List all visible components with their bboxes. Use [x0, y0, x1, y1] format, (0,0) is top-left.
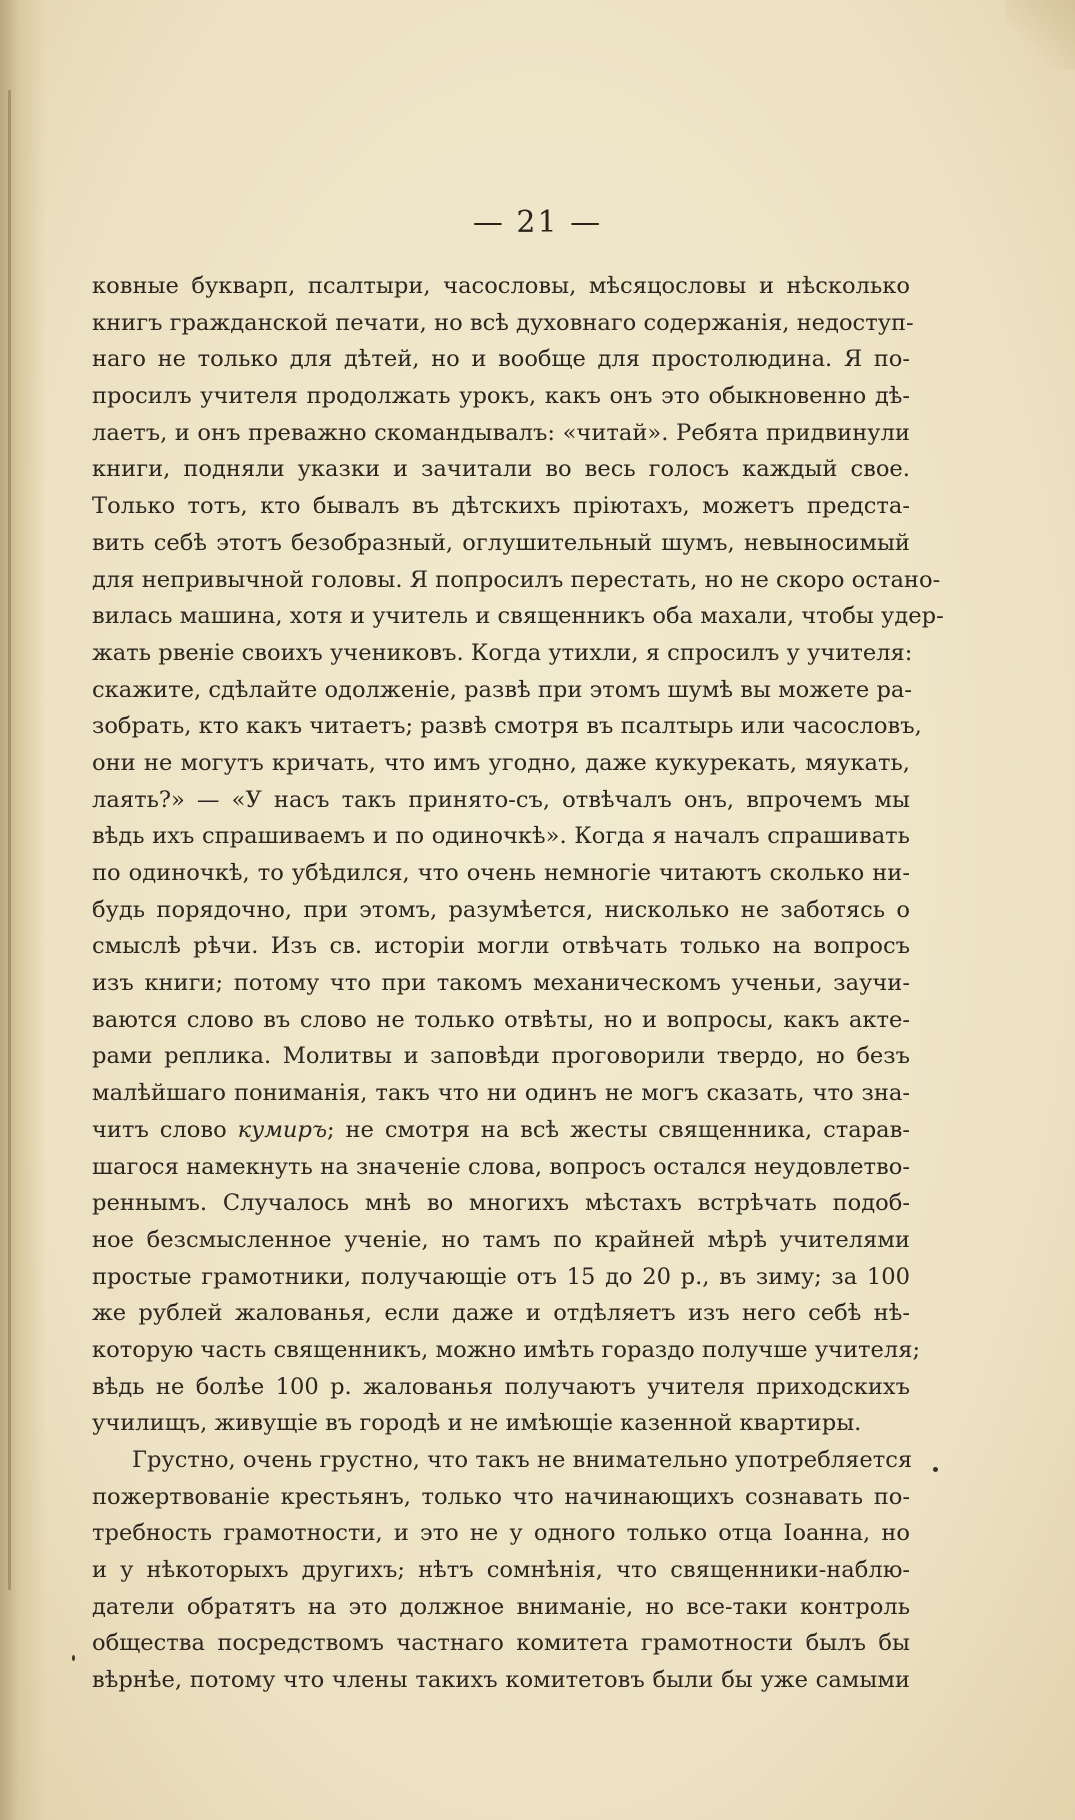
text-line: лаетъ, и онъ преважно скомандывалъ: «читай». Ребята придвинули: [92, 419, 910, 446]
text-line: скажите, сдѣлайте одолженіе, развѣ при этомъ шумѣ вы можете ра-: [92, 676, 913, 703]
text-line: же рублей жалованья, если даже и отдѣляетъ изъ него себѣ нѣ-: [92, 1300, 910, 1327]
text-line: шагося намекнуть на значеніе слова, вопросъ остался неудовлетво-: [92, 1153, 910, 1180]
text-line-paragraph-end: училищъ, живущіе въ городѣ и не имѣющіе казенной квартиры.: [92, 1410, 862, 1437]
text-line: малѣйшаго пониманія, такъ что ни одинъ не могъ сказать, что зна-: [92, 1080, 910, 1107]
text-line: просилъ учителя продолжать урокъ, какъ онъ это обыкновенно дѣ-: [92, 383, 910, 410]
text-line: ваются слово въ слово не только отвѣты, но и вопросы, какъ акте-: [92, 1006, 910, 1033]
text-line-with-italic: [92, 1112, 910, 1149]
page-number: — 21 —: [472, 205, 603, 240]
text-line: реннымъ. Случалось мнѣ во многихъ мѣстахъ встрѣчать подоб-: [92, 1190, 910, 1217]
page-spine-shadow: [0, 0, 46, 1820]
text-line: изъ книги; потому что при такомъ механическомъ ученьи, заучи-: [92, 970, 910, 997]
text-line: вилась машина, хотя и учитель и священникъ оба махали, чтобы удер-: [92, 603, 944, 630]
binding-edge: [8, 90, 11, 1590]
ink-speck: [933, 1467, 938, 1472]
text-line: и у нѣкоторыхъ другихъ; нѣтъ сомнѣнія, что священники-наблю-: [92, 1557, 910, 1584]
text-line: для непривычной головы. Я попросилъ перестать, но не скоро остано-: [92, 566, 941, 593]
text-line: рами реплика. Молитвы и заповѣди проговорили твердо, но безъ: [92, 1043, 910, 1070]
text-line: вѣдь не болѣе 100 р. жалованья получаютъ учителя приходскихъ: [92, 1373, 910, 1400]
text-line: книги, подняли указки и зачитали во весь голосъ каждый свое.: [92, 456, 910, 483]
text-line: жать рвеніе своихъ учениковъ. Когда утихли, я спросилъ у учителя:: [92, 639, 913, 666]
text-line: вѣрнѣе, потому что члены такихъ комитетовъ были бы уже самыми: [92, 1667, 910, 1694]
text-line: требность грамотности, и это не у одного только отца Іоанна, но: [92, 1520, 910, 1547]
text-segment: ; не смотря на всѣ жесты священника, старав-: [327, 1116, 911, 1143]
text-line: ное безсмысленное ученіе, но тамъ по крайней мѣрѣ учителями: [92, 1226, 910, 1253]
text-line: простые грамотники, получающіе отъ 15 до 20 р., въ зиму; за 100: [92, 1263, 910, 1290]
page-corner-stain: [1005, 0, 1075, 70]
text-line: датели обратятъ на это должное вниманіе, но все-таки контроль: [92, 1593, 910, 1620]
text-line: общества посредствомъ частнаго комитета грамотности былъ бы: [92, 1630, 910, 1657]
text-line: пожертвованіе крестьянъ, только что начинающихъ сознавать по-: [92, 1483, 910, 1510]
text-line: они не могутъ кричать, что имъ угодно, даже кукурекать, мяукать,: [92, 749, 910, 776]
text-line: наго не только для дѣтей, но и вообще для простолюдина. Я по-: [92, 346, 910, 373]
text-line: которую часть священникъ, можно имѣть гораздо получше учителя;: [92, 1336, 921, 1363]
text-line: вить себѣ этотъ безобразный, оглушительный шумъ, невыносимый: [92, 529, 910, 556]
italic-word: кумиръ: [237, 1116, 327, 1143]
body-text: [92, 268, 944, 1699]
text-line: Только тотъ, кто бывалъ въ дѣтскихъ пріютахъ, можетъ предста-: [92, 493, 910, 520]
text-line: смыслѣ рѣчи. Изъ св. исторіи могли отвѣчать только на вопросъ: [92, 933, 910, 960]
ink-speck: [72, 1655, 75, 1661]
text-line-paragraph-start: Грустно, очень грустно, что такъ не внимательно употребляется: [132, 1447, 913, 1473]
text-line: по одиночкѣ, то убѣдился, что очень немногіе читаютъ сколько ни-: [92, 860, 910, 886]
text-line: зобрать, кто какъ читаетъ; развѣ смотря въ псалтырь или часословъ,: [92, 713, 922, 740]
text-line: вѣдь ихъ спрашиваемъ и по одиночкѣ». Когда я началъ спрашивать: [92, 823, 910, 850]
text-line: ковные букварп, псалтыри, часословы, мѣсяцословы и нѣсколько: [92, 273, 910, 299]
text-line: будь порядочно, при этомъ, разумѣется, нисколько не заботясь о: [92, 896, 910, 923]
text-line: лаять?» — «У насъ такъ принято-съ, отвѣчалъ онъ, впрочемъ мы: [92, 786, 910, 813]
text-line: книгъ гражданской печати, но всѣ духовнаго содержанія, недоступ-: [92, 309, 914, 336]
text-segment: читъ слово: [92, 1116, 238, 1143]
